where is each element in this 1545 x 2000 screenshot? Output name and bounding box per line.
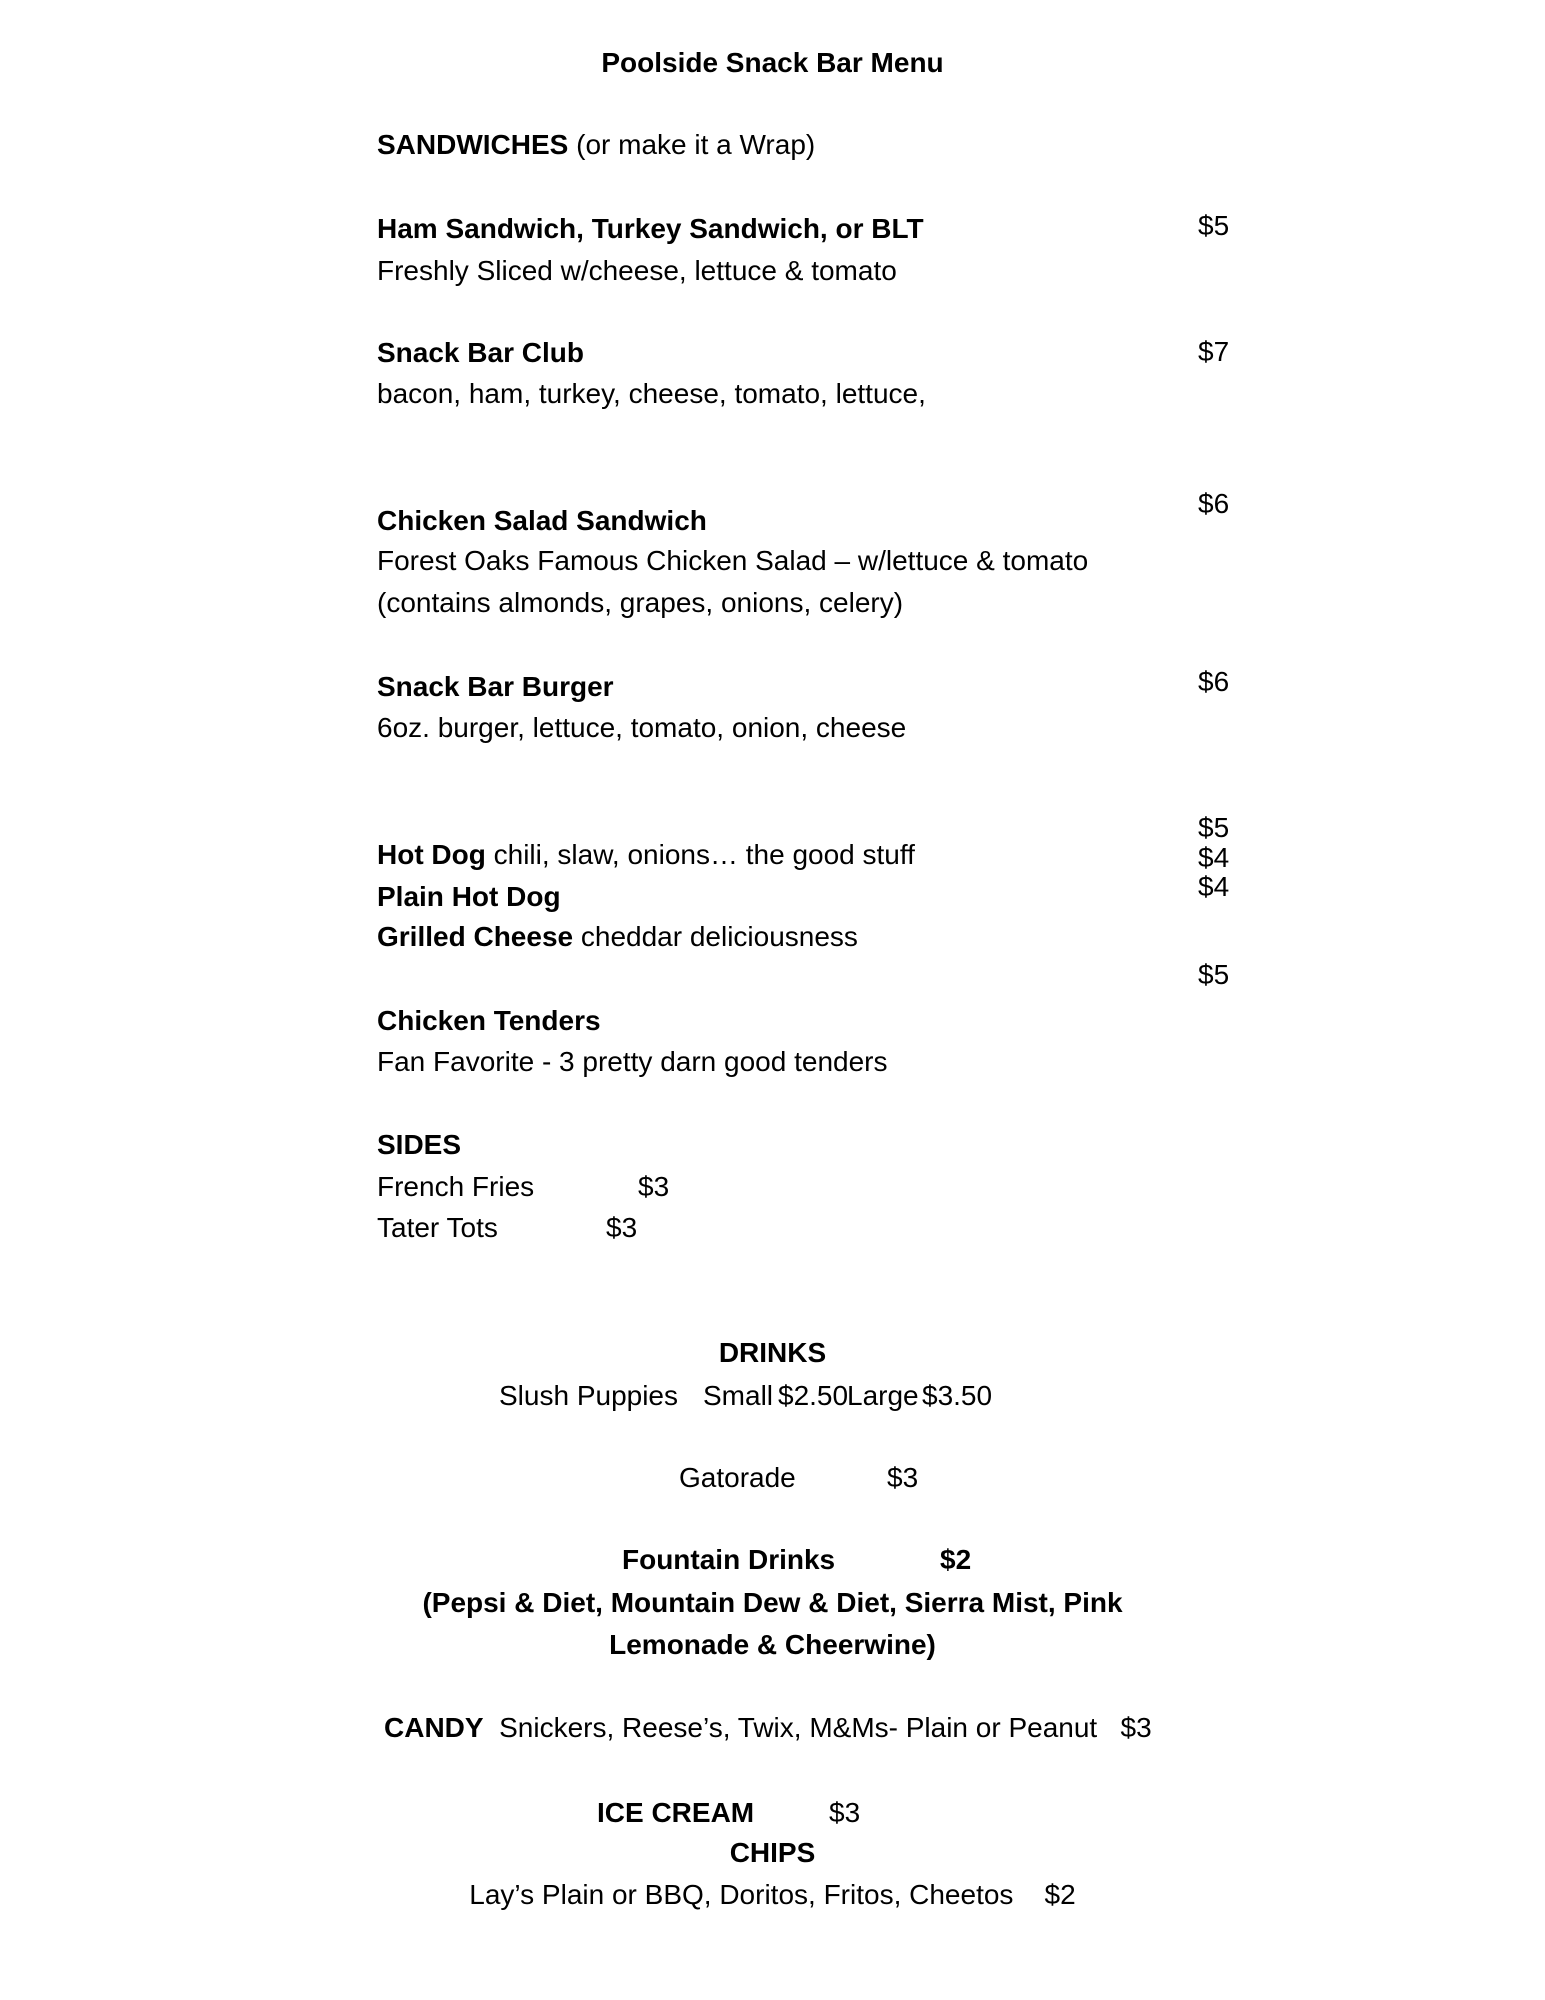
chips-items: Lay’s Plain or BBQ, Doritos, Fritos, Cheetos: [469, 1879, 1014, 1910]
item-description: 6oz. burger, lettuce, tomato, onion, cheese: [377, 712, 907, 743]
item-description: cheddar deliciousness: [573, 921, 858, 952]
item-price: $6: [1198, 666, 1230, 697]
side-name-tater-tots: Tater Tots: [377, 1212, 498, 1243]
ice-cream-heading: ICE CREAM: [597, 1797, 755, 1828]
drinks-heading: DRINKS: [718, 1337, 827, 1368]
drink-price: $2: [940, 1544, 972, 1575]
item-price: $4: [1198, 842, 1230, 873]
item-description: chili, slaw, onions… the good stuff: [485, 839, 915, 870]
side-price: $3: [638, 1171, 670, 1202]
side-name-french-fries: French Fries: [377, 1171, 535, 1202]
side-price: $3: [606, 1212, 638, 1243]
item-description: bacon, ham, turkey, cheese, tomato, lettuce,: [377, 378, 926, 409]
item-grilled-cheese: [377, 921, 858, 953]
item-description: Freshly Sliced w/cheese, lettuce & tomato: [377, 255, 897, 286]
item-description: Fan Favorite - 3 pretty darn good tenders: [377, 1046, 888, 1077]
item-hot-dog: [377, 839, 915, 871]
candy-items: Snickers, Reese’s, Twix, M&Ms- Plain or Peanut: [499, 1712, 1098, 1743]
candy-line: [384, 1712, 1152, 1744]
chips-price: $2: [1044, 1879, 1076, 1910]
drink-name-slush-puppies: Slush Puppies: [499, 1380, 679, 1411]
fountain-flavors-line1: (Pepsi & Diet, Mountain Dew & Diet, Sierra Mist, Pink: [422, 1587, 1123, 1618]
item-price: $5: [1198, 210, 1230, 241]
candy-heading: CANDY: [384, 1712, 484, 1743]
drink-price: $3: [887, 1462, 919, 1493]
drink-name-fountain: Fountain Drinks: [622, 1544, 836, 1575]
item-description: Forest Oaks Famous Chicken Salad – w/lettuce & tomato: [377, 545, 1089, 576]
item-name-chicken-salad: Chicken Salad Sandwich: [377, 505, 707, 536]
size-label-small: Small: [703, 1380, 774, 1411]
item-name: Grilled Cheese: [377, 921, 574, 952]
price-large: $3.50: [922, 1380, 993, 1411]
item-name: Hot Dog: [377, 839, 486, 870]
chips-heading: CHIPS: [729, 1837, 816, 1868]
drink-name-gatorade: Gatorade: [679, 1462, 796, 1493]
item-price: $5: [1198, 959, 1230, 990]
candy-price: $3: [1120, 1712, 1152, 1743]
item-price: $7: [1198, 336, 1230, 367]
chips-line: [0, 1879, 1545, 1911]
item-description-allergens: (contains almonds, grapes, onions, celery): [377, 587, 904, 618]
section-heading: SANDWICHES: [377, 129, 569, 160]
item-name-chicken-tenders: Chicken Tenders: [377, 1005, 601, 1036]
sides-heading: SIDES: [377, 1129, 462, 1160]
item-price: $6: [1198, 488, 1230, 519]
item-price: $5: [1198, 812, 1230, 843]
menu-title: Poolside Snack Bar Menu: [601, 47, 944, 78]
item-name: Plain Hot Dog: [377, 881, 561, 912]
item-price: $4: [1198, 871, 1230, 902]
fountain-flavors-line2: Lemonade & Cheerwine): [609, 1629, 936, 1660]
item-plain-hot-dog: [377, 881, 561, 913]
ice-cream-price: $3: [829, 1797, 861, 1828]
heading-note: (or make it a Wrap): [568, 129, 816, 160]
size-label-large: Large: [847, 1380, 919, 1411]
item-name-burger: Snack Bar Burger: [377, 671, 614, 702]
item-name-ham-turkey-blt: Ham Sandwich, Turkey Sandwich, or BLT: [377, 213, 924, 244]
item-name-snack-bar-club: Snack Bar Club: [377, 337, 584, 368]
sandwiches-heading: [377, 129, 815, 161]
price-small: $2.50: [778, 1380, 849, 1411]
